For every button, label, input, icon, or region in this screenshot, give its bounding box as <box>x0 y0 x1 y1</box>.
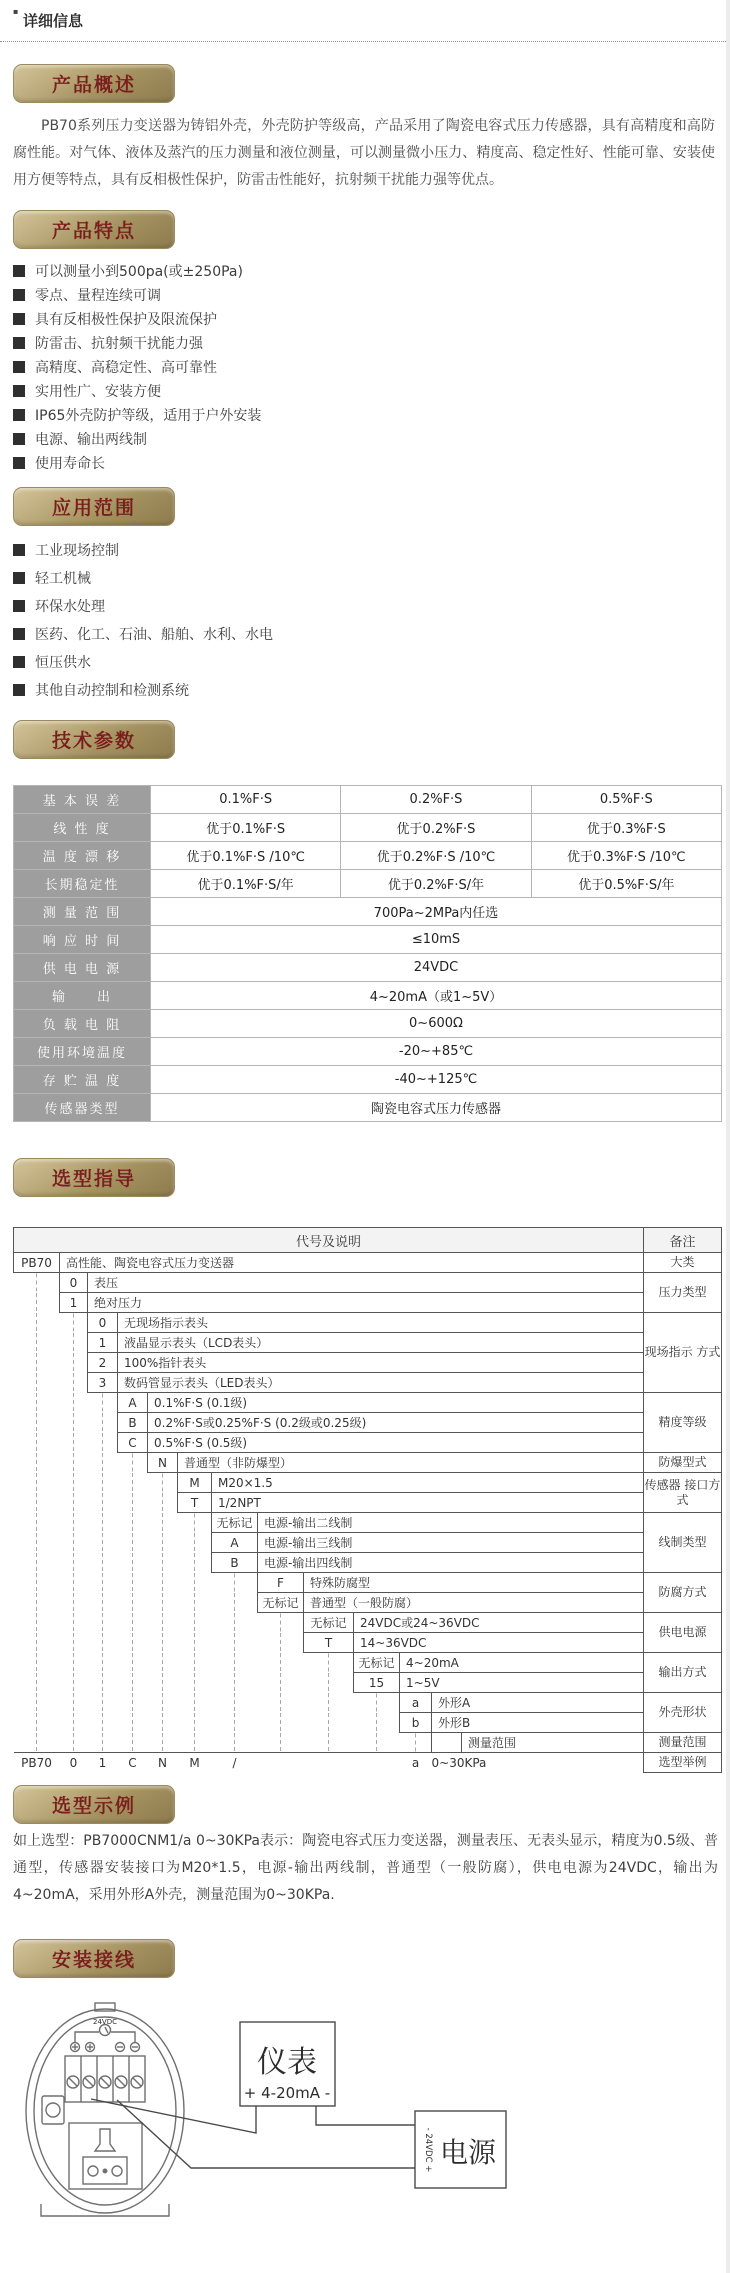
example-cell: PB70 <box>14 1753 60 1773</box>
desc-cell: 0.2%F·S或0.25%F·S (0.2级或0.25级) <box>148 1413 644 1433</box>
column-header: 备注 <box>644 1228 722 1253</box>
list-item <box>13 427 726 451</box>
list-item <box>13 403 726 427</box>
list-item-text: 实用性广、安装方便 <box>35 384 161 400</box>
code-cell: 0 <box>88 1313 118 1333</box>
table-row <box>14 1373 722 1393</box>
list-item <box>13 536 726 564</box>
wires <box>91 2099 415 2168</box>
desc-cell: 特殊防腐型 <box>304 1573 644 1593</box>
desc-cell: 1~5V <box>400 1673 644 1693</box>
list-item-text: 恒压供水 <box>35 655 91 671</box>
plus-terminal-icon <box>71 2043 80 2052</box>
section-button-selection-example[interactable]: 选型示例 <box>13 1785 175 1824</box>
page-title-text: 详细信息 <box>23 12 84 30</box>
list-item-text: 工业现场控制 <box>35 543 119 559</box>
overview-text: PB70系列压力变送器为铸铝外壳，外壳防护等级高，产品采用了陶瓷电容式压力传感器，具有高精度和高防腐性能。对气体、液体及蒸汽的压力测量和液位测量，可以测量微小压力、精度高、稳定性好、性能可靠、安装使用方便等特点，具有反相极性保护，防雷击性能好，抗射频干扰能力强等优点。 <box>13 118 715 188</box>
table-row <box>14 1038 722 1066</box>
list-item-text: 电源、输出两线制 <box>35 432 147 448</box>
desc-cell: 数码管显示表头（LED表头） <box>118 1373 644 1393</box>
code-cell: 无标记 <box>354 1653 400 1673</box>
table-row <box>14 1313 722 1333</box>
bottom-connector <box>69 2123 142 2189</box>
power-voltage-label: - 24VDC + <box>423 2127 433 2173</box>
table-row <box>14 1333 722 1353</box>
table-row <box>14 1513 722 1533</box>
example-cell: M <box>178 1753 212 1773</box>
table-row <box>14 1094 722 1122</box>
param-value: 优于0.2%F·S /10℃ <box>341 842 531 870</box>
param-value: 优于0.1%F·S/年 <box>151 870 341 898</box>
code-cell: N <box>148 1453 178 1473</box>
list-item-text: 防雷击、抗射频干扰能力强 <box>35 336 203 352</box>
square-bullet-icon <box>13 385 25 397</box>
param-value: 700Pa~2MPa内任选 <box>151 898 722 926</box>
remark-cell: 线制类型 <box>644 1513 722 1573</box>
plus-terminal-icon <box>86 2043 95 2052</box>
section-button-applications[interactable]: 应用范围 <box>13 487 175 526</box>
desc-cell: 普通型（非防爆型） <box>178 1453 644 1473</box>
table-row <box>14 1573 722 1593</box>
param-label: 使用环境温度 <box>14 1038 151 1066</box>
list-item <box>13 307 726 331</box>
table-row <box>14 1433 722 1453</box>
power-label: 电源 <box>439 2136 497 2169</box>
example-cell: N <box>148 1753 178 1773</box>
param-value: 优于0.3%F·S /10℃ <box>531 842 721 870</box>
table-row <box>14 1353 722 1373</box>
table-row <box>14 1453 722 1473</box>
section-button-selection-guide[interactable]: 选型指导 <box>13 1158 175 1197</box>
wire <box>91 2099 256 2133</box>
code-cell: a <box>400 1693 432 1713</box>
remark-cell: 选型举例 <box>644 1753 722 1773</box>
square-bullet-icon <box>13 628 25 640</box>
param-label: 存 贮 温 度 <box>14 1066 151 1094</box>
table-row <box>14 1673 722 1693</box>
param-label: 长期稳定性 <box>14 870 151 898</box>
table-row <box>14 870 722 898</box>
table-row <box>14 786 722 814</box>
desc-cell: 绝对压力 <box>88 1293 644 1313</box>
code-cell: 0 <box>60 1273 88 1293</box>
code-cell: 无标记 <box>258 1593 304 1613</box>
divider <box>0 40 726 42</box>
square-bullet-icon <box>13 600 25 612</box>
code-cell: 1 <box>88 1333 118 1353</box>
desc-cell: 0.1%F·S (0.1级) <box>148 1393 644 1413</box>
square-bullet-icon <box>13 572 25 584</box>
selection-example-text: 如上选型：PB7000CNM1/a 0~30KPa表示：陶瓷电容式压力变送器，测量表压、无表头显示，精度为0.5级、普通型，传感器安装接口为M20*1.5，电源-输出两线制，普通型（一般防腐），供电电源为24VDC，输出为4~20mA，采用外形A外壳，测量范围为0~30KPa. <box>13 1833 718 1903</box>
param-label: 线 性 度 <box>14 814 151 842</box>
param-value: 优于0.2%F·S <box>341 814 531 842</box>
section-button-overview[interactable]: 产品概述 <box>13 64 175 103</box>
table-row <box>14 1553 722 1573</box>
wiring-diagram <box>13 1994 726 2233</box>
list-item <box>13 283 726 307</box>
table-row <box>14 1293 722 1313</box>
desc-cell: 液晶显示表头（LCD表头） <box>118 1333 644 1353</box>
example-cell <box>258 1753 304 1773</box>
example-cell <box>304 1753 354 1773</box>
param-value: -40~+125℃ <box>151 1066 722 1094</box>
desc-cell: 外形B <box>432 1713 644 1733</box>
param-value: 优于0.2%F·S/年 <box>341 870 531 898</box>
table-row <box>14 1066 722 1094</box>
section-button-wiring[interactable]: 安装接线 <box>13 1939 175 1978</box>
list-item-text: 其他自动控制和检测系统 <box>35 683 189 699</box>
list-item <box>13 259 726 283</box>
list-item <box>13 676 726 704</box>
desc-cell: 14~36VDC <box>354 1633 644 1653</box>
table-row <box>14 954 722 982</box>
param-label: 基 本 误 差 <box>14 786 151 814</box>
code-cell <box>432 1733 462 1753</box>
code-cell: 15 <box>354 1673 400 1693</box>
param-value: 0~600Ω <box>151 1010 722 1038</box>
applications-list <box>13 536 726 704</box>
list-item-text: 使用寿命长 <box>35 456 105 472</box>
wire <box>117 2100 415 2168</box>
terminal-block <box>65 2056 145 2102</box>
param-value: 优于0.5%F·S/年 <box>531 870 721 898</box>
code-cell: T <box>178 1493 212 1513</box>
param-value: 24VDC <box>151 954 722 982</box>
table-row <box>14 1413 722 1433</box>
table-row <box>14 926 722 954</box>
list-item <box>13 620 726 648</box>
desc-cell: 电源-输出二线制 <box>258 1513 644 1533</box>
param-value: 优于0.3%F·S <box>531 814 721 842</box>
remark-cell: 供电电源 <box>644 1613 722 1653</box>
code-cell: 无标记 <box>212 1513 258 1533</box>
minus-terminal-icon <box>131 2043 140 2052</box>
code-cell: B <box>118 1413 148 1433</box>
table-row <box>14 1633 722 1653</box>
remark-cell: 防腐方式 <box>644 1573 722 1613</box>
param-label: 响 应 时 间 <box>14 926 151 954</box>
example-cell: 0 <box>60 1753 88 1773</box>
remark-cell: 压力类型 <box>644 1273 722 1313</box>
features-list <box>13 259 726 475</box>
list-item <box>13 592 726 620</box>
table-row <box>14 1733 722 1753</box>
param-label: 测 量 范 围 <box>14 898 151 926</box>
code-cell: 1 <box>60 1293 88 1313</box>
bullet-icon: ▪ <box>13 7 19 16</box>
list-item-text: 可以测量小到500pa(或±250Pa) <box>35 264 243 280</box>
wire <box>316 2106 415 2125</box>
param-label: 输 出 <box>14 982 151 1010</box>
desc-cell: 4~20mA <box>400 1653 644 1673</box>
instrument-label: 仪表 <box>257 2045 317 2080</box>
list-item <box>13 355 726 379</box>
square-bullet-icon <box>13 433 25 445</box>
param-label: 温 度 漂 移 <box>14 842 151 870</box>
code-cell: 2 <box>88 1353 118 1373</box>
wiring-diagram-svg <box>13 1994 713 2229</box>
example-cell: 1 <box>88 1753 118 1773</box>
code-cell: A <box>118 1393 148 1413</box>
remark-cell: 输出方式 <box>644 1653 722 1693</box>
square-bullet-icon <box>13 457 25 469</box>
desc-cell: 100%指针表头 <box>118 1353 644 1373</box>
table-row <box>14 982 722 1010</box>
table-row <box>14 1393 722 1413</box>
instrument-signal-label: + 4-20mA - <box>243 2084 331 2102</box>
list-item <box>13 331 726 355</box>
example-cell <box>354 1753 400 1773</box>
selection-guide-table <box>13 1227 722 1773</box>
table-row <box>14 1228 722 1253</box>
param-value: 0.5%F·S <box>531 786 721 814</box>
table-row <box>14 1713 722 1733</box>
square-bullet-icon <box>13 409 25 421</box>
section-button-features[interactable]: 产品特点 <box>13 210 175 249</box>
meter-icon <box>75 2025 135 2043</box>
table-row <box>14 1593 722 1613</box>
desc-cell: 0.5%F·S (0.5级) <box>148 1433 644 1453</box>
square-bullet-icon <box>13 544 25 556</box>
square-bullet-icon <box>13 684 25 696</box>
list-item-text: 零点、量程连续可调 <box>35 288 161 304</box>
table-row <box>14 1473 722 1493</box>
list-item-text: 环保水处理 <box>35 599 105 615</box>
param-value: -20~+85℃ <box>151 1038 722 1066</box>
square-bullet-icon <box>13 313 25 325</box>
list-item <box>13 564 726 592</box>
param-value: 优于0.1%F·S <box>151 814 341 842</box>
code-cell: b <box>400 1713 432 1733</box>
table-row <box>14 1533 722 1553</box>
table-row <box>14 1273 722 1293</box>
table-row <box>14 1010 722 1038</box>
terminal-voltage-label: 24VDC <box>93 2018 117 2026</box>
table-row <box>14 1653 722 1673</box>
list-item <box>13 379 726 403</box>
table-row <box>14 842 722 870</box>
code-cell: B <box>212 1553 258 1573</box>
table-row <box>14 1493 722 1513</box>
example-cell: / <box>212 1753 258 1773</box>
table-row <box>14 1613 722 1633</box>
remark-cell: 外壳形状 <box>644 1693 722 1733</box>
remark-cell: 防爆型式 <box>644 1453 722 1473</box>
desc-cell: 普通型（一般防腐） <box>304 1593 644 1613</box>
list-item-text: 医药、化工、石油、船舶、水利、水电 <box>35 627 273 643</box>
square-bullet-icon <box>13 337 25 349</box>
minus-terminal-icon <box>116 2043 125 2052</box>
code-cell: F <box>258 1573 304 1593</box>
table-row <box>14 1753 722 1773</box>
list-item-text: 轻工机械 <box>35 571 91 587</box>
code-cell: 3 <box>88 1373 118 1393</box>
square-bullet-icon <box>13 361 25 373</box>
param-value: 0.1%F·S <box>151 786 341 814</box>
remark-cell: 精度等级 <box>644 1393 722 1453</box>
param-value: 4~20mA（或1~5V） <box>151 982 722 1010</box>
list-item-text: 具有反相极性保护及限流保护 <box>35 312 217 328</box>
list-item-text: 高精度、高稳定性、高可靠性 <box>35 360 217 376</box>
desc-cell: 24VDC或24~36VDC <box>354 1613 644 1633</box>
param-value: 优于0.1%F·S /10℃ <box>151 842 341 870</box>
desc-cell: 高性能、陶瓷电容式压力变送器 <box>60 1253 644 1273</box>
desc-cell: 电源-输出四线制 <box>258 1553 644 1573</box>
desc-cell: 1/2NPT <box>212 1493 644 1513</box>
param-value: 陶瓷电容式压力传感器 <box>151 1094 722 1122</box>
remark-cell: 大类 <box>644 1253 722 1273</box>
table-row <box>14 1693 722 1713</box>
code-cell: T <box>304 1633 354 1653</box>
section-button-tech-params[interactable]: 技术参数 <box>13 720 175 759</box>
desc-cell: 无现场指示表头 <box>118 1313 644 1333</box>
example-cell: C <box>118 1753 148 1773</box>
code-cell: A <box>212 1533 258 1553</box>
param-value: ≤10mS <box>151 926 722 954</box>
table-row <box>14 1253 722 1273</box>
param-label: 传感器类型 <box>14 1094 151 1122</box>
desc-cell: M20×1.5 <box>212 1473 644 1493</box>
square-bullet-icon <box>13 289 25 301</box>
tech-params-table <box>13 785 722 1122</box>
desc-cell: 测量范围 <box>462 1733 644 1753</box>
table-row <box>14 814 722 842</box>
example-cell: a <box>400 1753 432 1773</box>
list-item <box>13 451 726 475</box>
remark-cell: 测量范围 <box>644 1733 722 1753</box>
param-value: 0.2%F·S <box>341 786 531 814</box>
param-label: 负 载 电 阻 <box>14 1010 151 1038</box>
remark-cell: 现场指示 方式 <box>644 1313 722 1393</box>
desc-cell: 电源-输出三线制 <box>258 1533 644 1553</box>
desc-cell: 表压 <box>88 1273 644 1293</box>
code-cell: C <box>118 1433 148 1453</box>
square-bullet-icon <box>13 265 25 277</box>
list-item <box>13 648 726 676</box>
column-header: 代号及说明 <box>14 1228 644 1253</box>
side-button <box>42 2096 64 2124</box>
remark-cell: 传感器 接口方式 <box>644 1473 722 1513</box>
param-label: 供 电 电 源 <box>14 954 151 982</box>
square-bullet-icon <box>13 656 25 668</box>
page-title <box>13 7 726 31</box>
code-cell: M <box>178 1473 212 1493</box>
desc-cell: 外形A <box>432 1693 644 1713</box>
code-cell: 无标记 <box>304 1613 354 1633</box>
table-row <box>14 898 722 926</box>
code-cell: PB70 <box>14 1253 60 1273</box>
list-item-text: IP65外壳防护等级，适用于户外安装 <box>35 408 262 424</box>
example-range: 0~30KPa <box>432 1753 644 1773</box>
